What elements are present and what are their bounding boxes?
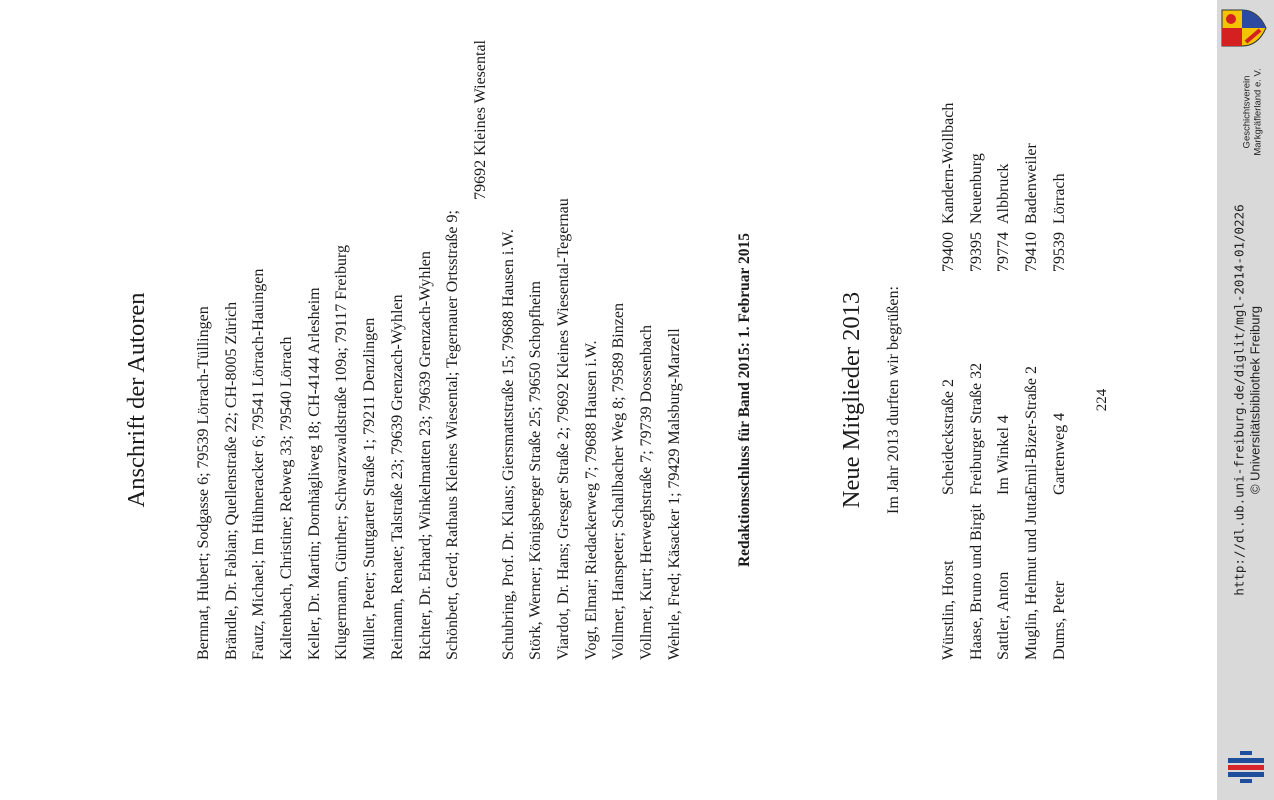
member-city: Albbruck xyxy=(995,163,1013,224)
member-street: Gartenweg 4 xyxy=(1050,412,1068,495)
member-city: Badenweiler xyxy=(1023,143,1041,224)
member-street: Emil-Bizer-Straße 2 xyxy=(1023,366,1041,495)
author-entry: Vollmer, Kurt; Herweghstraße 7; 79739 Dossenbach xyxy=(638,325,655,660)
author-entry: 79692 Kleines Wiesental xyxy=(471,40,489,200)
copyright-notice: © Universitätsbibliothek Freiburg xyxy=(1247,305,1263,495)
editorial-deadline: Redaktionsschluss für Band 2015: 1. Februar 2015 xyxy=(736,232,753,568)
member-name: Sattler, Anton xyxy=(995,571,1013,660)
heading-new-members: Neue Mitglieder 2013 xyxy=(838,291,865,509)
member-zip: 79410 xyxy=(1023,232,1041,272)
member-street: Scheideckstraße 2 xyxy=(940,379,957,495)
page-number: 224 xyxy=(1094,388,1110,412)
author-entry: Vogt, Elmar; Riedackerweg 7; 79688 Hausen i.W. xyxy=(582,340,600,660)
author-entry: Kaltenbach, Christine; Rebweg 33; 79540 Lörrach xyxy=(278,336,296,660)
permalink-url[interactable]: http://dl.ub.uni-freiburg.de/diglit/mgl-2014-01/0226 xyxy=(1231,204,1247,596)
author-entry: Störk, Werner; Königsberger Straße 25; 79650 Schopfheim xyxy=(527,281,545,660)
member-street: Im Winkel 4 xyxy=(995,415,1013,495)
member-zip: 79539 xyxy=(1050,232,1068,272)
author-entry: Klugermann, Günther; Schwarzwaldstraße 109a; 79117 Freiburg xyxy=(333,244,351,660)
author-entry: Wehrle, Fred; Käsacker 1; 79429 Malsburg-Marzell xyxy=(665,328,683,660)
ub-freiburg-logo-icon xyxy=(1224,745,1268,789)
members-list xyxy=(935,0,1073,660)
society-name-line1: Geschichtsverein xyxy=(1241,75,1253,149)
member-city: Neuenburg xyxy=(967,153,985,224)
member-city: Lörrach xyxy=(1050,173,1068,224)
member-name: Würstlin, Horst xyxy=(940,560,957,660)
member-name: Haase, Bruno und Birgit xyxy=(967,503,985,660)
author-entry: Schubring, Prof. Dr. Klaus; Giersmattstraße 15; 79688 Hausen i.W. xyxy=(499,229,517,660)
author-entry: Müller, Peter; Stuttgarter Straße 1; 79211 Denzlingen xyxy=(361,317,379,660)
member-zip: 79395 xyxy=(967,232,985,272)
member-row xyxy=(963,0,991,660)
member-row xyxy=(1018,0,1046,660)
heading-authors: Anschrift der Autoren xyxy=(123,292,150,508)
coat-of-arms-icon xyxy=(1220,6,1270,50)
member-row xyxy=(990,0,1018,660)
member-row xyxy=(935,0,963,660)
member-street: Freiburger Straße 32 xyxy=(967,362,985,495)
member-name: Muglin, Helmut und Jutta xyxy=(1023,494,1041,660)
viewer-sidebar xyxy=(1217,0,1274,800)
author-entry: Keller, Dr. Martin; Dornhägliweg 18; CH-4144 Arlesheim xyxy=(305,287,323,660)
member-name: Dums, Peter xyxy=(1050,580,1068,660)
author-entry: Schönbett, Gerd; Rathaus Kleines Wiesental; Tegernauer Ortsstraße 9; xyxy=(444,210,462,660)
member-city: Kandern-Wollbach xyxy=(940,102,957,224)
author-entry: Fautz, Michael; Im Hühneracker 6; 79541 Lörrach-Hauingen xyxy=(250,268,268,660)
member-row xyxy=(1046,0,1074,660)
members-intro: Im Jahr 2013 durften wir begrüßen: xyxy=(885,286,902,514)
member-zip: 79774 xyxy=(995,232,1013,272)
author-entry: Richter, Dr. Erhard; Winkelmatten 23; 79639 Grenzach-Wyhlen xyxy=(416,251,434,660)
author-entry: Brändle, Dr. Fabian; Quellenstraße 22; CH-8005 Zürich xyxy=(222,301,240,660)
author-entry: Bernnat, Hubert; Sodgasse 6; 79539 Lörrach-Tüllingen xyxy=(195,306,212,660)
authors-list xyxy=(190,20,688,660)
author-entry: Viardot, Dr. Hans; Gresger Straße 2; 79692 Kleines Wiesental-Tegernau xyxy=(554,198,572,660)
author-entry: Reimann, Renate; Talstraße 23; 79639 Grenzach-Wyhlen xyxy=(388,294,406,660)
author-entry: Vollmer, Hanspeter; Schallbacher Weg 8; 79589 Binzen xyxy=(610,303,628,660)
society-name-line2: Markgräflerland e. V. xyxy=(1252,68,1264,156)
member-zip: 79400 xyxy=(940,232,957,272)
